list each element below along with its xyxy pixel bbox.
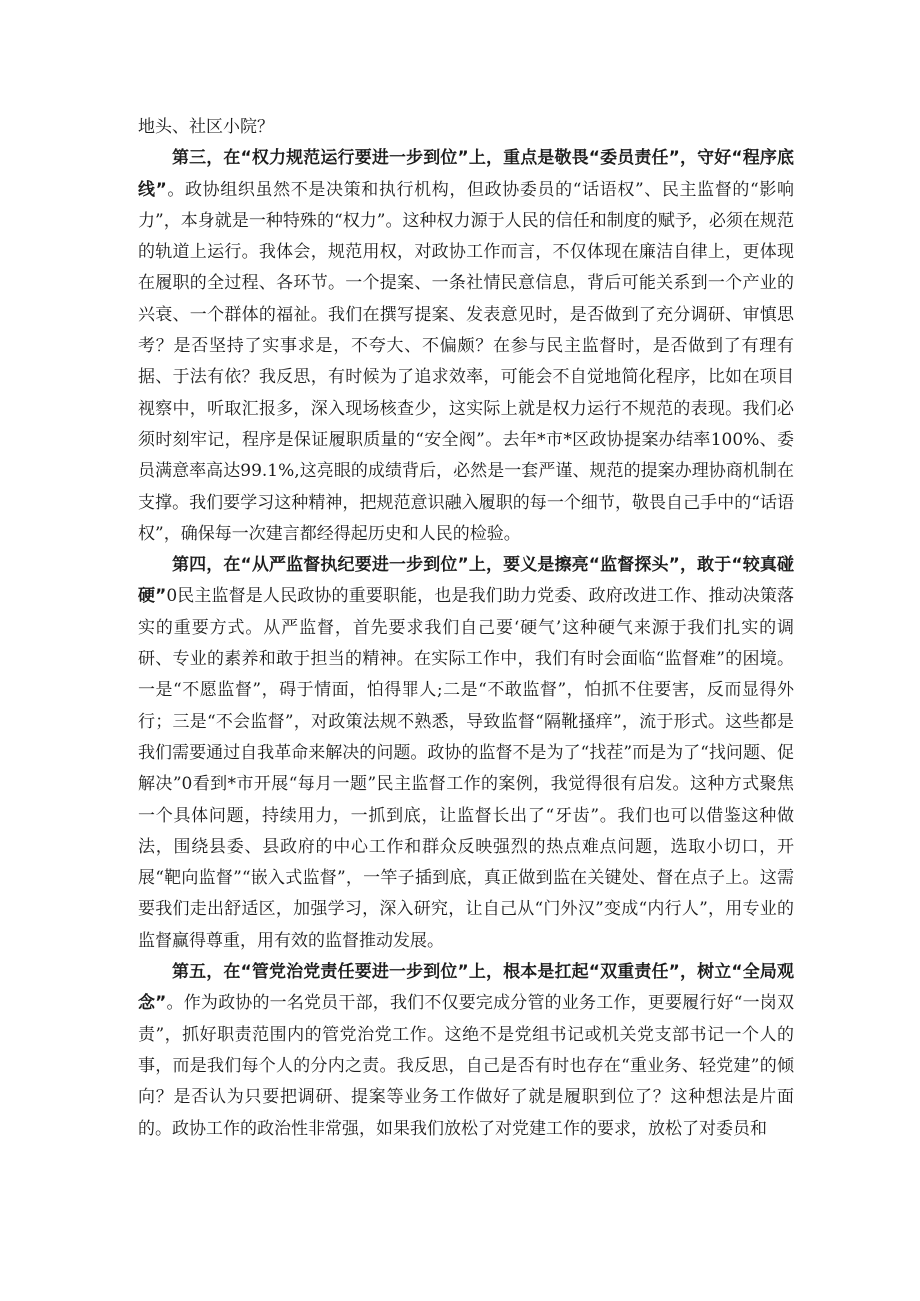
- paragraph-text: 。作为政协的一名党员干部，我们不仅要完成分管的业务工作，更要履行好“一岗双责”，抓好职责范围内的管党治党工作。这绝不是党组书记或机关党支部书记一个人的事，而是我们每个人的分内之责。我反思，自己是否有时也存在“重业务、轻党建”的倾向？是否认为只要把调研、提案等业务工作做好了就是履职到位了？这种想法是片面的。政协工作的政治性非常强，如果我们放松了对党建工作的要求，放松了对委员和: [138, 993, 794, 1139]
- paragraph-fourth: [138, 550, 794, 957]
- paragraph-heading: 第三，在“权力规范运行要进一步到位”上，重点是敬畏“委员责任”，守好“程序底线”: [138, 148, 794, 200]
- paragraph-text: 0民主监督是人民政协的重要职能，也是我们助力党委、政府改进工作、推动决策落实的重要方式。从严监督，首先要求我们自己要‘硬气’这种硬气来源于我们扎实的调研、专业的素养和敢于担当的精神。在实际工作中，我们有时会面临“监督难”的困境。一是“不愿监督”，碍于情面，怕得罪人;二是“不敢监督”，怕抓不住要害，反而显得外行；三是“不会监督”，对政策法规不熟悉，导致监督“隔靴搔痒”，流于形式。这些都是我们需要通过自我革命来解决的问题。政协的监督不是为了“找茬”而是为了“找问题、促解决”0看到*市开展“每月一题”民主监督工作的案例，我觉得很有启发。这种方式聚焦一个具体问题，持续用力，一抓到底，让监督长出了“牙齿”。我们也可以借鉴这种做法，围绕县委、县政府的中心工作和群众反映强烈的热点难点问题，选取小切口，开展“靶向监督”“嵌入式监督”，一竿子插到底，真正做到监在关键处、督在点子上。这需要我们走出舒适区，加强学习，深入研究，让自己从“门外汉”变成“内行人”，用专业的监督赢得尊重，用有效的监督推动发展。: [138, 586, 794, 951]
- paragraph-continuation: [138, 112, 794, 143]
- paragraph-third: [138, 143, 794, 550]
- paragraph-heading: 第五，在“管党治党责任要进一步到位”上，根本是扛起“双重责任”，树立“全局观念”: [138, 962, 794, 1014]
- paragraph-heading: 第四，在“从严监督执纪要进一步到位”上，要义是擦亮“监督探头”，敢于“较真碰硬”: [138, 555, 794, 607]
- document-page: [138, 112, 794, 1145]
- paragraph-text: 。政协组织虽然不是决策和执行机构，但政协委员的“话语权”、民主监督的“影响力”，本身就是一种特殊的“权力”。这种权力源于人民的信任和制度的赋予，必须在规范的轨道上运行。我体会，规范用权，对政协工作而言，不仅体现在廉洁自律上，更体现在履职的全过程、各环节。一个提案、一条社情民意信息，背后可能关系到一个产业的兴衰、一个群体的福祉。我们在撰写提案、发表意见时，是否做到了充分调研、审慎思考？是否坚持了实事求是，不夸大、不偏颇？在参与民主监督时，是否做到了有理有据、于法有依？我反思，有时候为了追求效率，可能会不自觉地简化程序，比如在项目视察中，听取汇报多，深入现场核查少，这实际上就是权力运行不规范的表现。我们必须时刻牢记，程序是保证履职质量的“安全阀”。去年*市*区政协提案办结率100%、委员满意率高达99.1%,这亮眼的成绩背后，必然是一套严谨、规范的提案办理协商机制在支撑。我们要学习这种精神，把规范意识融入履职的每一个细节，敬畏自己手中的“话语权”，确保每一次建言都经得起历史和人民的检验。: [138, 179, 794, 544]
- paragraph-fifth: [138, 957, 794, 1145]
- paragraph-text: 地头、社区小院？: [138, 117, 274, 137]
